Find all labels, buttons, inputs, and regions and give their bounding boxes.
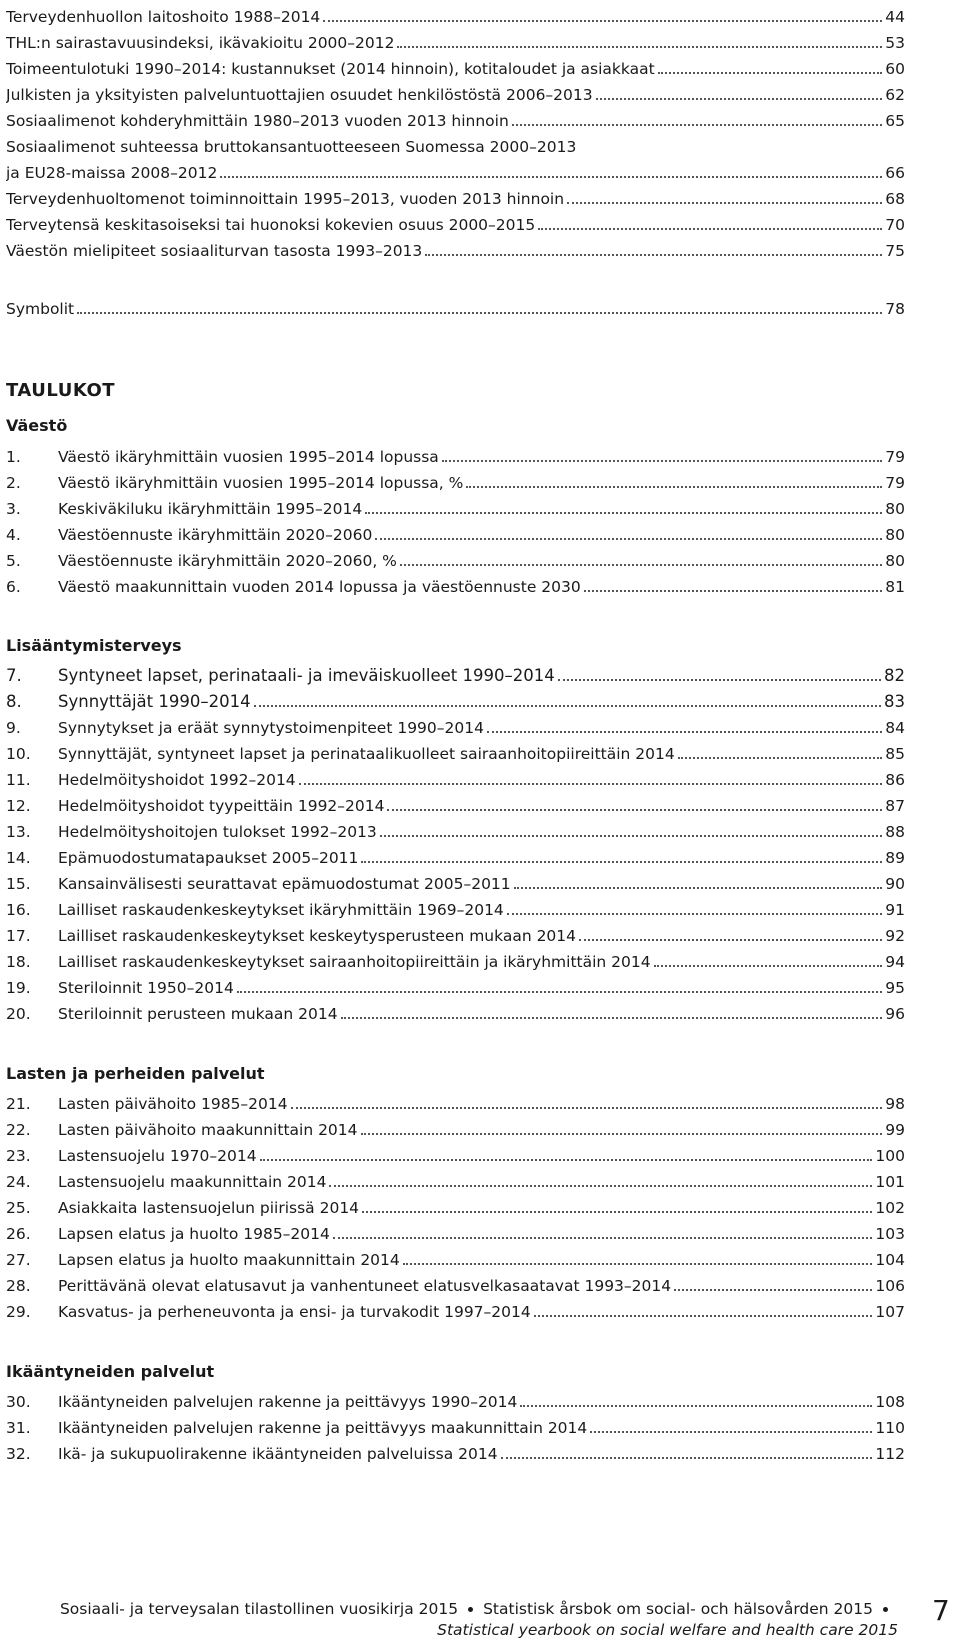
page-number: 79 — [885, 474, 905, 492]
table-number: 24. — [6, 1173, 31, 1191]
table-number: 8. — [6, 692, 22, 711]
page-number: 44 — [885, 8, 905, 26]
dot-leader — [654, 965, 883, 967]
bullet-separator — [883, 1607, 888, 1612]
table-entry[interactable] — [6, 1243, 905, 1269]
dot-leader — [584, 590, 883, 592]
figure-entry[interactable] — [6, 0, 905, 26]
table-number: 1. — [6, 448, 21, 466]
dot-leader — [361, 1133, 883, 1135]
dot-leader — [237, 991, 882, 993]
table-title: Lasten päivähoito maakunnittain 2014 — [58, 1121, 358, 1139]
page-number: 68 — [885, 190, 905, 208]
page-number: 81 — [885, 578, 905, 596]
page-number: 94 — [885, 953, 905, 971]
page-number: 66 — [885, 164, 905, 182]
table-title: Hedelmöityshoidot 1992–2014 — [58, 771, 296, 789]
table-entry[interactable] — [6, 1411, 905, 1437]
page-number: 82 — [884, 666, 905, 685]
table-entry[interactable] — [6, 440, 905, 466]
table-number: 30. — [6, 1393, 31, 1411]
page-number: 80 — [885, 552, 905, 570]
table-number: 11. — [6, 771, 31, 789]
footer-publication-titles — [60, 1600, 898, 1618]
table-number: 20. — [6, 1005, 31, 1023]
table-entry[interactable] — [6, 1295, 905, 1321]
table-number: 15. — [6, 875, 31, 893]
table-title: Väestö ikäryhmittäin vuosien 1995–2014 lopussa — [58, 448, 439, 466]
table-number: 25. — [6, 1199, 31, 1217]
dot-leader — [254, 705, 881, 707]
table-entry[interactable] — [6, 1113, 905, 1139]
dot-leader — [77, 312, 882, 314]
table-entry[interactable] — [6, 737, 905, 763]
table-number: 28. — [6, 1277, 31, 1295]
page-number: 104 — [875, 1251, 905, 1269]
table-title: Lailliset raskaudenkeskeytykset sairaanhoitopiireittäin ja ikäryhmittäin 2014 — [58, 953, 651, 971]
dot-leader — [299, 783, 883, 785]
table-entry[interactable] — [6, 492, 905, 518]
table-number: 14. — [6, 849, 31, 867]
footer-title-sv: Statistisk årsbok om social- och hälsovården 2015 — [483, 1600, 873, 1618]
dot-leader — [590, 1431, 872, 1433]
table-entry[interactable] — [6, 1139, 905, 1165]
figure-title: Julkisten ja yksityisten palveluntuottajien osuudet henkilöstöstä 2006–2013 — [6, 86, 593, 104]
table-title: Kasvatus- ja perheneuvonta ja ensi- ja turvakodit 1997–2014 — [58, 1303, 531, 1321]
dot-leader — [361, 861, 882, 863]
table-entry[interactable] — [6, 1191, 905, 1217]
table-title: Syntyneet lapset, perinataali- ja imeväiskuolleet 1990–2014 — [58, 666, 555, 685]
table-title: Ikääntyneiden palvelujen rakenne ja peittävyys maakunnittain 2014 — [58, 1419, 588, 1437]
page-number: 102 — [875, 1199, 905, 1217]
figure-title: THL:n sairastavuusindeksi, ikävakioitu 2000–2012 — [6, 34, 395, 52]
footer-title-en: Statistical yearbook on social welfare and health care 2015 — [437, 1621, 898, 1639]
dot-leader — [323, 20, 882, 22]
table-entry[interactable] — [6, 919, 905, 945]
page-number: 106 — [875, 1277, 905, 1295]
page-number: 110 — [875, 1419, 905, 1437]
table-title: Lasten päivähoito 1985–2014 — [58, 1095, 288, 1113]
figure-title: Sosiaalimenot suhteessa bruttokansantuotteeseen Suomessa 2000–2013 — [6, 138, 577, 156]
table-number: 29. — [6, 1303, 31, 1321]
table-entry[interactable] — [6, 711, 905, 737]
table-entry[interactable] — [6, 763, 905, 789]
table-title: Perittävänä olevat elatusavut ja vanhentuneet elatusvelkasaatavat 1993–2014 — [58, 1277, 672, 1295]
page-number: 84 — [885, 719, 905, 737]
footer-title-fi: Sosiaali- ja terveysalan tilastollinen vuosikirja 2015 — [59, 1600, 459, 1618]
page-number: 101 — [875, 1173, 905, 1191]
page-number: 53 — [885, 34, 905, 52]
table-entry[interactable] — [6, 544, 905, 570]
table-title: Synnyttäjät, syntyneet lapset ja perinataalikuolleet sairaanhoitopiireittäin 2014 — [58, 745, 675, 763]
page-number: 79 — [885, 448, 905, 466]
page-number: 89 — [885, 849, 905, 867]
table-entry[interactable] — [6, 971, 905, 997]
table-entry[interactable] — [6, 685, 905, 711]
page-number: 83 — [884, 692, 905, 711]
figure-entry[interactable] — [6, 104, 905, 130]
table-number: 12. — [6, 797, 31, 815]
dot-leader — [674, 1289, 872, 1291]
table-title: Lailliset raskaudenkeskeytykset ikäryhmittäin 1969–2014 — [58, 901, 504, 919]
table-title: Hedelmöityshoidot tyypeittäin 1992–2014 — [58, 797, 385, 815]
table-entry[interactable] — [6, 466, 905, 492]
dot-leader — [466, 486, 882, 488]
dot-leader — [520, 1405, 872, 1407]
page-number: 88 — [885, 823, 905, 841]
table-number: 18. — [6, 953, 31, 971]
table-number: 32. — [6, 1445, 31, 1463]
page-number: 99 — [885, 1121, 905, 1139]
page-number: 112 — [875, 1445, 905, 1463]
dot-leader — [567, 202, 882, 204]
dot-leader — [220, 176, 882, 178]
table-entry[interactable] — [6, 1165, 905, 1191]
table-number: 19. — [6, 979, 31, 997]
figure-title: Sosiaalimenot kohderyhmittäin 1980–2013 vuoden 2013 hinnoin — [6, 112, 509, 130]
tables-heading: TAULUKOT — [6, 380, 116, 401]
dot-leader — [380, 835, 882, 837]
table-title: Synnyttäjät 1990–2014 — [58, 692, 251, 711]
table-entry[interactable] — [6, 1217, 905, 1243]
table-title: Steriloinnit 1950–2014 — [58, 979, 234, 997]
page-number: 108 — [875, 1393, 905, 1411]
page-number: 62 — [885, 86, 905, 104]
table-number: 17. — [6, 927, 31, 945]
table-entry[interactable] — [6, 659, 905, 685]
figure-title: Terveydenhuoltomenot toiminnoittain 1995–2013, vuoden 2013 hinnoin — [6, 190, 565, 208]
page-number: 91 — [885, 901, 905, 919]
figure-title: Väestön mielipiteet sosiaaliturvan tasosta 1993–2013 — [6, 242, 423, 260]
table-title: Lapsen elatus ja huolto maakunnittain 2014 — [58, 1251, 400, 1269]
page-number: 65 — [885, 112, 905, 130]
page-number: 85 — [885, 745, 905, 763]
table-entry[interactable] — [6, 1385, 905, 1411]
table-number: 31. — [6, 1419, 31, 1437]
dot-leader — [534, 1315, 873, 1317]
table-title: Epämuodostumatapaukset 2005–2011 — [58, 849, 359, 867]
table-number: 22. — [6, 1121, 31, 1139]
dot-leader — [538, 228, 882, 230]
figure-title: Terveytensä keskitasoiseksi tai huonoksi kokevien osuus 2000–2015 — [6, 216, 536, 234]
dot-leader — [487, 731, 882, 733]
table-entry[interactable] — [6, 815, 905, 841]
dot-leader — [658, 72, 883, 74]
dot-leader — [579, 939, 882, 941]
figure-entry[interactable] — [6, 234, 905, 260]
figure-title: ja EU28-maissa 2008–2012 — [6, 164, 218, 182]
page-number: 95 — [885, 979, 905, 997]
page-number: 96 — [885, 1005, 905, 1023]
dot-leader — [291, 1107, 883, 1109]
table-number: 6. — [6, 578, 21, 596]
figure-entry[interactable] — [6, 130, 905, 156]
dot-leader — [375, 538, 882, 540]
section-heading: Lasten ja perheiden palvelut — [6, 1064, 265, 1083]
figure-entry[interactable] — [6, 156, 905, 182]
page-number: 107 — [875, 1303, 905, 1321]
figure-title: Toimeentulotuki 1990–2014: kustannukset (2014 hinnoin), kotitaloudet ja asiakkaat — [6, 60, 655, 78]
page-number: 87 — [885, 797, 905, 815]
section-heading: Väestö — [6, 416, 68, 435]
section-heading: Ikääntyneiden palvelut — [6, 1362, 215, 1381]
dot-leader — [596, 98, 883, 100]
table-title: Lapsen elatus ja huolto 1985–2014 — [58, 1225, 330, 1243]
figure-entry[interactable] — [6, 52, 905, 78]
dot-leader — [442, 460, 882, 462]
table-number: 4. — [6, 526, 21, 544]
page-number: 60 — [885, 60, 905, 78]
dot-leader — [678, 757, 883, 759]
page-number: 78 — [885, 300, 905, 318]
table-title: Väestö maakunnittain vuoden 2014 lopussa ja väestöennuste 2030 — [58, 578, 581, 596]
dot-leader — [387, 809, 882, 811]
table-title: Lastensuojelu 1970–2014 — [58, 1147, 257, 1165]
table-entry[interactable] — [6, 789, 905, 815]
table-title: Ikä- ja sukupuolirakenne ikääntyneiden palveluissa 2014 — [58, 1445, 498, 1463]
page-number: 80 — [885, 500, 905, 518]
dot-leader — [512, 124, 882, 126]
table-title: Lailliset raskaudenkeskeytykset keskeytysperusteen mukaan 2014 — [58, 927, 577, 945]
table-number: 10. — [6, 745, 31, 763]
section-heading: Lisääntymisterveys — [6, 636, 182, 655]
table-entry[interactable] — [6, 518, 905, 544]
dot-leader — [403, 1263, 873, 1265]
table-entry[interactable] — [6, 867, 905, 893]
dot-leader — [341, 1017, 883, 1019]
dot-leader — [425, 254, 882, 256]
table-title: Ikääntyneiden palvelujen rakenne ja peittävyys 1990–2014 — [58, 1393, 518, 1411]
dot-leader — [260, 1159, 873, 1161]
dot-leader — [362, 1211, 872, 1213]
table-entry[interactable] — [6, 945, 905, 971]
page-number: 92 — [885, 927, 905, 945]
table-number: 13. — [6, 823, 31, 841]
table-number: 7. — [6, 666, 22, 685]
table-entry[interactable] — [6, 1437, 905, 1463]
symbols-entry[interactable] — [6, 292, 905, 318]
dot-leader — [514, 887, 883, 889]
page-number: 70 — [885, 216, 905, 234]
table-number: 2. — [6, 474, 21, 492]
table-title: Kansainvälisesti seurattavat epämuodostumat 2005–2011 — [58, 875, 511, 893]
dot-leader — [329, 1185, 872, 1187]
table-number: 16. — [6, 901, 31, 919]
dot-leader — [507, 913, 882, 915]
table-entry[interactable] — [6, 570, 905, 596]
figure-entry[interactable] — [6, 26, 905, 52]
table-number: 21. — [6, 1095, 31, 1113]
table-title: Lastensuojelu maakunnittain 2014 — [58, 1173, 327, 1191]
table-entry[interactable] — [6, 1087, 905, 1113]
table-number: 3. — [6, 500, 21, 518]
page-number: 75 — [885, 242, 905, 260]
dot-leader — [501, 1457, 873, 1459]
bullet-separator — [468, 1607, 473, 1612]
dot-leader — [333, 1237, 873, 1239]
page-number: 86 — [885, 771, 905, 789]
page-number: 103 — [875, 1225, 905, 1243]
page-number-footer: 7 — [932, 1594, 950, 1627]
figure-entry[interactable] — [6, 208, 905, 234]
dot-leader — [397, 46, 882, 48]
figure-entry[interactable] — [6, 182, 905, 208]
table-title: Synnytykset ja eräät synnytystoimenpiteet 1990–2014 — [58, 719, 484, 737]
table-number: 26. — [6, 1225, 31, 1243]
table-number: 23. — [6, 1147, 31, 1165]
table-number: 27. — [6, 1251, 31, 1269]
dot-leader — [558, 679, 881, 681]
symbols-title: Symbolit — [6, 300, 75, 318]
dot-leader — [365, 512, 882, 514]
table-title: Väestöennuste ikäryhmittäin 2020–2060, % — [58, 552, 397, 570]
table-title: Asiakkaita lastensuojelun piirissä 2014 — [58, 1199, 360, 1217]
table-entry[interactable] — [6, 841, 905, 867]
table-entry[interactable] — [6, 997, 905, 1023]
table-entry[interactable] — [6, 893, 905, 919]
dot-leader — [400, 564, 882, 566]
table-title: Steriloinnit perusteen mukaan 2014 — [58, 1005, 338, 1023]
table-entry[interactable] — [6, 1269, 905, 1295]
table-title: Hedelmöityshoitojen tulokset 1992–2013 — [58, 823, 377, 841]
table-number: 5. — [6, 552, 21, 570]
page-number: 100 — [875, 1147, 905, 1165]
page-number: 90 — [885, 875, 905, 893]
figure-entry[interactable] — [6, 78, 905, 104]
page-number: 80 — [885, 526, 905, 544]
table-number: 9. — [6, 719, 21, 737]
figure-title: Terveydenhuollon laitoshoito 1988–2014 — [6, 8, 321, 26]
table-title: Keskiväkiluku ikäryhmittäin 1995–2014 — [58, 500, 363, 518]
table-title: Väestö ikäryhmittäin vuosien 1995–2014 lopussa, % — [58, 474, 464, 492]
page-number: 98 — [885, 1095, 905, 1113]
table-title: Väestöennuste ikäryhmittäin 2020–2060 — [58, 526, 373, 544]
